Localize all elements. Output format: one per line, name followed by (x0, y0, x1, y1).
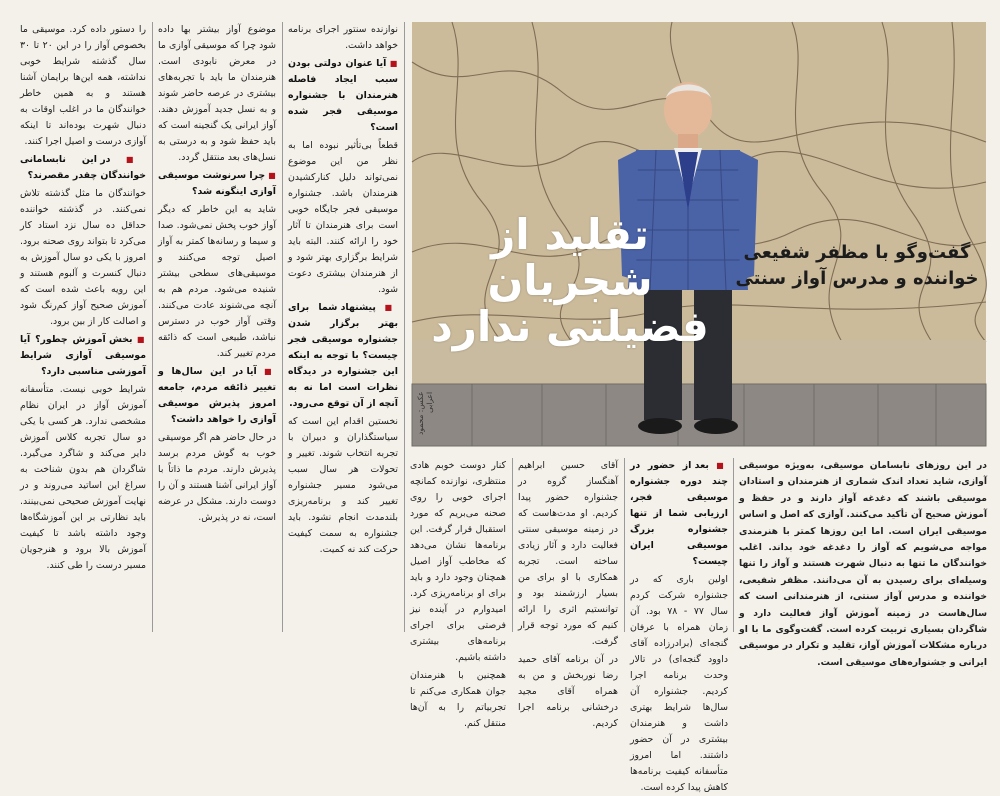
paragraph: شاید به این خاطر که دیگر آواز خوب پخش نمی‌شود. صدا و سیما و رسانه‌ها کمتر به آواز اصیل توجه می‌کنند و موسیقی‌های سطحی بیشتر شنیده می‌شود. مردم هم به آنچه می‌شنوند عادت می‌کنند. وقتی آواز خوب در دسترس نباشد، طبیعی است که ذائقه مردم تغییر کند. (158, 204, 276, 359)
paragraph: اولین باری که در جشنواره شرکت کردم سال ۷۷ - ۷۸ بود. آن زمان همراه با عرفان گنجه‌ای (برادرزاده آقای داوود گنجه‌ای) در تالار وحدت برنامه اجرا کردیم. جشنواره آن سال‌ها شرایط بهتری داشت و هنرمندان بیشتری در آن حضور داشتند. اما امروز متأسفانه کیفیت برنامه‌ها کاهش پیدا کرده است. (630, 574, 728, 793)
interview-question: ■ بعد از حضور در چند دوره جشنواره موسیقی فجر، ارزیابی شما از تنها جشنواره بزرگ موسیقی ایران چیست؟ (630, 458, 728, 570)
column-divider (282, 22, 283, 632)
paragraph: را دستور داده کرد. موسیقی ما بخصوص آواز را در این ۲۰ تا ۳۰ سال گذشته شرایط خوبی نداشته، همه این‌ها برایمان آشنا هستند و به همین خاطر خوانندگان ما در اغلب اوقات به دنبال شهرت بوده‌اند تا اینکه آوازی درست و اصیل اجرا کنند. (20, 24, 146, 147)
paragraph: کنار دوست خوبم هادی منتظری، نوازنده کمانچه اجرای خوبی را روی صحنه می‌بریم که مورد استقبال قرار گرفت. این برنامه‌ها نشان می‌دهد که مخاطب آواز اصیل همچنان وجود دارد و باید برای او برنامه‌ریزی کرد. امیدوارم در آینده نیز فرصتی برای اجرای برنامه‌های بیشتری داشته باشیم. (410, 460, 506, 663)
article-subtitle: گفت‌وگو با مظفر شفیعی خواننده و مدرس آواز سنتی (735, 242, 979, 289)
text-column-6 (630, 458, 728, 793)
paragraph: خوانندگان ما مثل گذشته تلاش نمی‌کنند. در گذشته خواننده حداقل ده سال نزد استاد کار می‌کرد تا بتواند روی صحنه برود. امروز با یکی دو سال آموزش به دنبال کنسرت و آلبوم هستند و این رویه باعث شده است که آموزش صحیح آواز کم‌رنگ شود و اصالت کار از بین برود. (20, 188, 146, 327)
column-divider (152, 22, 153, 632)
text-column-5 (518, 458, 618, 729)
column-divider (512, 458, 513, 632)
text-column-4 (410, 458, 506, 729)
text-column-2 (158, 22, 276, 634)
column-divider (733, 458, 734, 632)
paragraph: همچنین با هنرمندان جوان همکاری می‌کنم تا تجربیاتم را به آن‌ها منتقل کنم. (410, 670, 506, 729)
article-headline: تقلید از شجریان فضیلتی ندارد (431, 210, 709, 351)
column-divider (404, 22, 405, 632)
interview-question: ■ بخش آموزش چطور؟ آیا موسیقی آوازی شرایط آموزشی مناسبی دارد؟ (20, 332, 146, 380)
photo-credit: عکس: محمود اعرابی (416, 392, 434, 436)
interview-question: ■ در این نابسامانی خوانندگان چقدر مقصرند؟ (20, 152, 146, 184)
paragraph: در آن برنامه آقای حمید رضا نوربخش و من به همراه آقای مجید درخشانی برنامه اجرا کردیم. (518, 654, 618, 729)
paragraph: نخستین اقدام این است که سیاستگذاران و دبیران با تجربه انتخاب شوند. تغییر و تحولات هر سال سبب می‌شود مسیر جشنواره تغییر کند و برنامه‌ریزی بلندمدت انجام نشود. باید جشنواره به سمت کیفیت حرکت کند نه کمیت. (288, 416, 398, 555)
paragraph: قطعاً بی‌تأثیر نبوده اما به نظر من این موضوع نمی‌تواند دلیل کنارکشیدن هنرمندان باشد. جشنواره موسیقی فجر جایگاه خوبی است برای هنرمندان تا آثار خود را ارائه کنند. البته باید شرایط برگزاری بهتر شود و از هنرمندان بیشتری دعوت شود. (288, 140, 398, 295)
text-column-1 (20, 22, 146, 634)
paragraph: شرایط خوبی نیست. متأسفانه آموزش آواز در ایران نظام مشخصی ندارد. هر کسی با یکی دو سال تجربه کلاس آموزش دایر می‌کند و شاگرد می‌گیرد. شاگردان هم بدون شناخت به سراغ این اساتید می‌روند و در نهایت آموزش صحیحی نمی‌بینند. باید نظارتی بر این آموزشگاه‌ها وجود داشته باشد تا کیفیت آموزش بالا برود و هنرجویان مسیر درست را طی کنند. (20, 384, 146, 571)
paragraph: نوازنده سنتور اجرای برنامه خواهد داشت. (288, 24, 398, 51)
paragraph: موضوع آواز بیشتر بها داده شود چرا که موسیقی آوازی ما در معرض نابودی است. هنرمندان ما باید با تجربه‌های بیشتری در عرصه حاضر شوند و به نسل جدید آموزش دهند. آواز ایرانی یک گنجینه است که باید حفظ شود و به درستی به نسل‌های بعد منتقل گردد. (158, 24, 276, 163)
text-column-3 (288, 22, 398, 634)
column-divider (624, 458, 625, 632)
paragraph: در حال حاضر هم اگر موسیقی خوب به گوش مردم برسد پذیرش دارند. مردم ما ذاتاً با آواز ایرانی آشنا هستند و آن را دوست دارند. مشکل در عرضه است، نه در پذیرش. (158, 432, 276, 523)
interview-question: ■ آیا عنوان دولتی بودن سبب ایجاد فاصله هنرمندان با جشنواره موسیقی فجر شده است؟ (288, 56, 398, 136)
article-lead: در این روزهای نابسامان موسیقی، به‌ویژه موسیقی آوازی، شاید تعداد اندک شماری از هنرمندان و استادان موسیقی باشند که دغدغه آواز دارند و در حفظ و آموزش صحیح آن تأکید می‌کنند. آوازی که اصل و اساس موسیقی ایران است. اما این روزها کمتر با هنرمندی مواجه می‌شویم که آواز را دغدغه خود بداند. اغلب خوانندگان ما تنها به دنبال شهرت هستند و آواز را تنها وسیله‌ای برای رسیدن به آن می‌دانند. مظفر شفیعی، خواننده و مدرس آواز سنتی، از هنرمندانی است که سال‌هاست در زمینه آموزش آواز فعالیت دارد و شاگردان بسیاری تربیت کرده است. گفت‌وگوی ما با او درباره مشکلات آموزش آواز، تقلید و تکرار در موسیقی ایرانی و جشنواره‌های موسیقی است. (739, 460, 987, 668)
paragraph: آقای حسین ابراهیم آهنگساز گروه در جشنواره حضور پیدا کردیم. او مدت‌هاست که در زمینه موسیقی سنتی فعالیت دارد و آثار زیادی ساخته است. تجربه همکاری با او برای من بسیار ارزشمند بود و توانستیم اثری را ارائه کنیم که مورد توجه قرار گرفت. (518, 460, 618, 647)
interview-question: ■ پیشنهاد شما برای بهتر برگزار شدن جشنواره موسیقی فجر چیست؟ با توجه به اینکه این جشنواره در دیدگاه نظرات است اما نه به آنچه از آن توقع می‌رود. (288, 300, 398, 412)
interview-question: ■ چرا سرنوشت موسیقی آوازی اینگونه شد؟ (158, 168, 276, 200)
interview-question: ■ آیا در این سال‌ها و تغییر ذائقه مردم، جامعه امروز پذیرش موسیقی آوازی را خواهد داشت؟ (158, 364, 276, 428)
